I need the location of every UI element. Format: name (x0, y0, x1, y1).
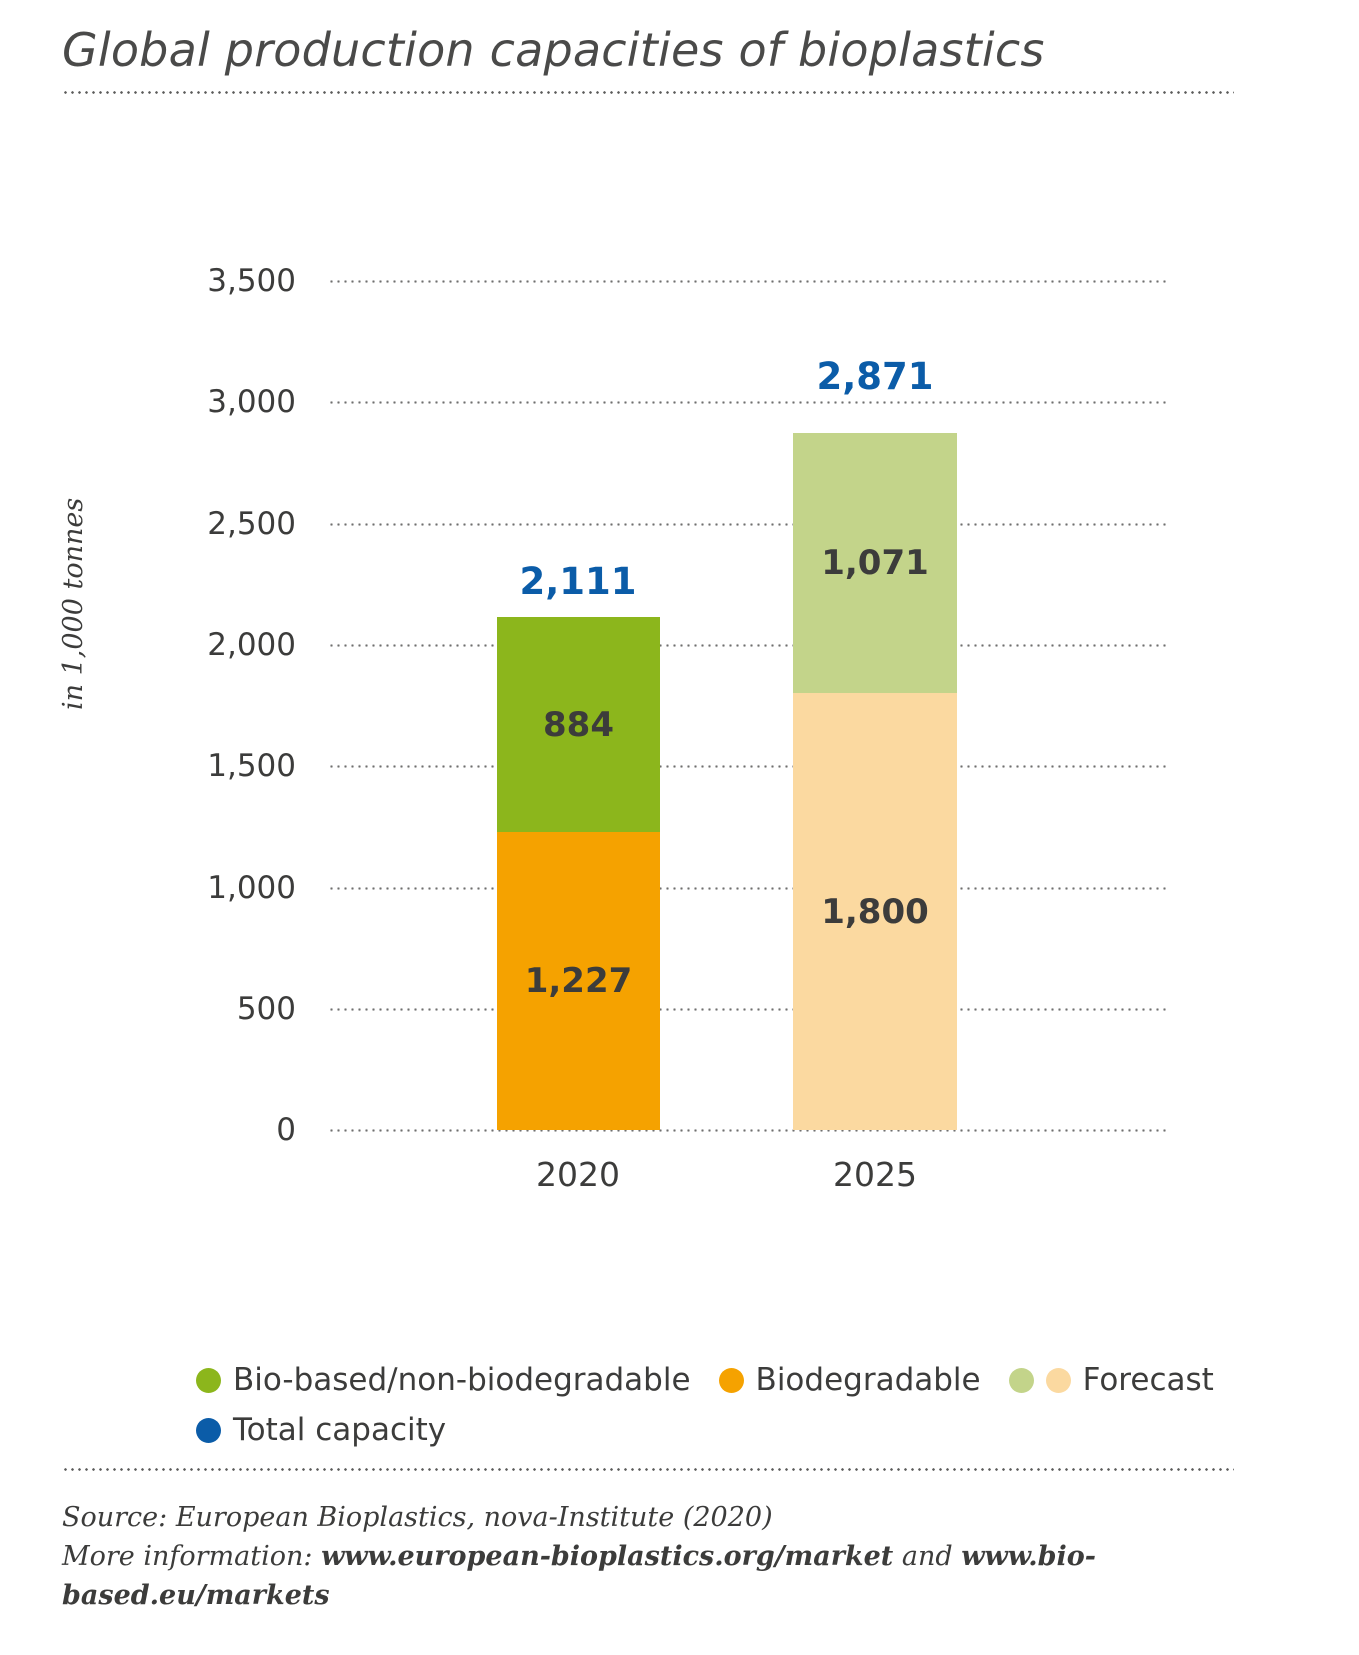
link-european-bioplastics[interactable]: www.european-bioplastics.org/market (321, 1541, 894, 1573)
legend-row-2 (196, 1405, 1296, 1455)
legend-label: Total capacity (233, 1412, 447, 1448)
legend-dot-icon (196, 1368, 221, 1393)
legend-label: Biodegradable (755, 1362, 981, 1398)
page-title: Global production capacities of bioplastics (62, 23, 1045, 77)
chart-legend (196, 1355, 1296, 1455)
y-tick-1000: 1,000 (207, 870, 296, 906)
y-tick-500: 500 (236, 991, 296, 1027)
gridline-1000 (328, 887, 1168, 890)
y-axis-title: in 1,000 tonnes (58, 497, 89, 710)
header-divider (62, 91, 1234, 94)
legend-item-biobased[interactable] (196, 1362, 691, 1398)
source-label: Source: (62, 1502, 176, 1533)
gridline-500 (328, 1008, 1168, 1011)
x-tick-2020: 2020 (536, 1155, 620, 1194)
legend-dot-icon (719, 1368, 744, 1393)
legend-item-biodegradable[interactable] (719, 1362, 981, 1398)
y-tick-1500: 1,500 (207, 748, 296, 784)
bar-segment-2025-biodegradable-forecast[interactable] (793, 693, 957, 1130)
legend-item-total-capacity[interactable] (196, 1412, 446, 1448)
legend-row-1 (196, 1355, 1296, 1405)
bar-2020[interactable] (497, 617, 660, 1130)
bar-segment-2020-biobased[interactable] (497, 617, 660, 832)
y-tick-3000: 3,000 (207, 384, 296, 420)
link-bio-based[interactable]: www.bio-based.eu/markets (62, 1541, 1096, 1612)
bar-segment-label: 1,071 (821, 543, 929, 583)
y-tick-2500: 2,500 (207, 506, 296, 542)
bar-segment-label: 1,800 (821, 891, 929, 932)
bar-segment-label: 884 (543, 704, 614, 745)
x-tick-2025: 2025 (833, 1155, 917, 1194)
footer-divider (62, 1468, 1234, 1471)
gridline-3000 (328, 401, 1168, 404)
y-tick-2000: 2,000 (207, 627, 296, 663)
y-tick-3500: 3,500 (207, 263, 296, 299)
bar-segment-2025-biobased-forecast[interactable] (793, 433, 957, 693)
legend-label: Forecast (1082, 1362, 1214, 1398)
chart-plot-area (0, 255, 1359, 1194)
bar-segment-2020-biodegradable[interactable] (497, 832, 660, 1130)
source-line (62, 1498, 1312, 1537)
gridline-0 (328, 1129, 1168, 1132)
y-tick-0: 0 (276, 1112, 296, 1148)
gridline-1500 (328, 765, 1168, 768)
more-info-label: More information: (62, 1541, 322, 1573)
source-text: European Bioplastics, nova-Institute (2020) (175, 1502, 773, 1533)
bar-segment-label: 1,227 (524, 961, 633, 1001)
gridline-2500 (328, 523, 1168, 526)
source-block (62, 1498, 1312, 1615)
bar-total-label-2025: 2,871 (816, 355, 934, 398)
legend-label: Bio-based/non-biodegradable (233, 1362, 691, 1398)
bar-total-label-2020: 2,111 (519, 560, 637, 603)
legend-item-forecast[interactable] (1009, 1362, 1214, 1398)
bar-2025[interactable] (793, 433, 957, 1130)
legend-dot-icon (1009, 1368, 1034, 1393)
gridline-3500 (328, 280, 1168, 283)
legend-dot-icon (196, 1418, 221, 1443)
conjunction-text: and (893, 1541, 962, 1573)
more-info-line (62, 1537, 1312, 1615)
chart-header (62, 24, 1297, 94)
gridline-2000 (328, 644, 1168, 647)
legend-dot-secondary-icon (1046, 1368, 1071, 1393)
